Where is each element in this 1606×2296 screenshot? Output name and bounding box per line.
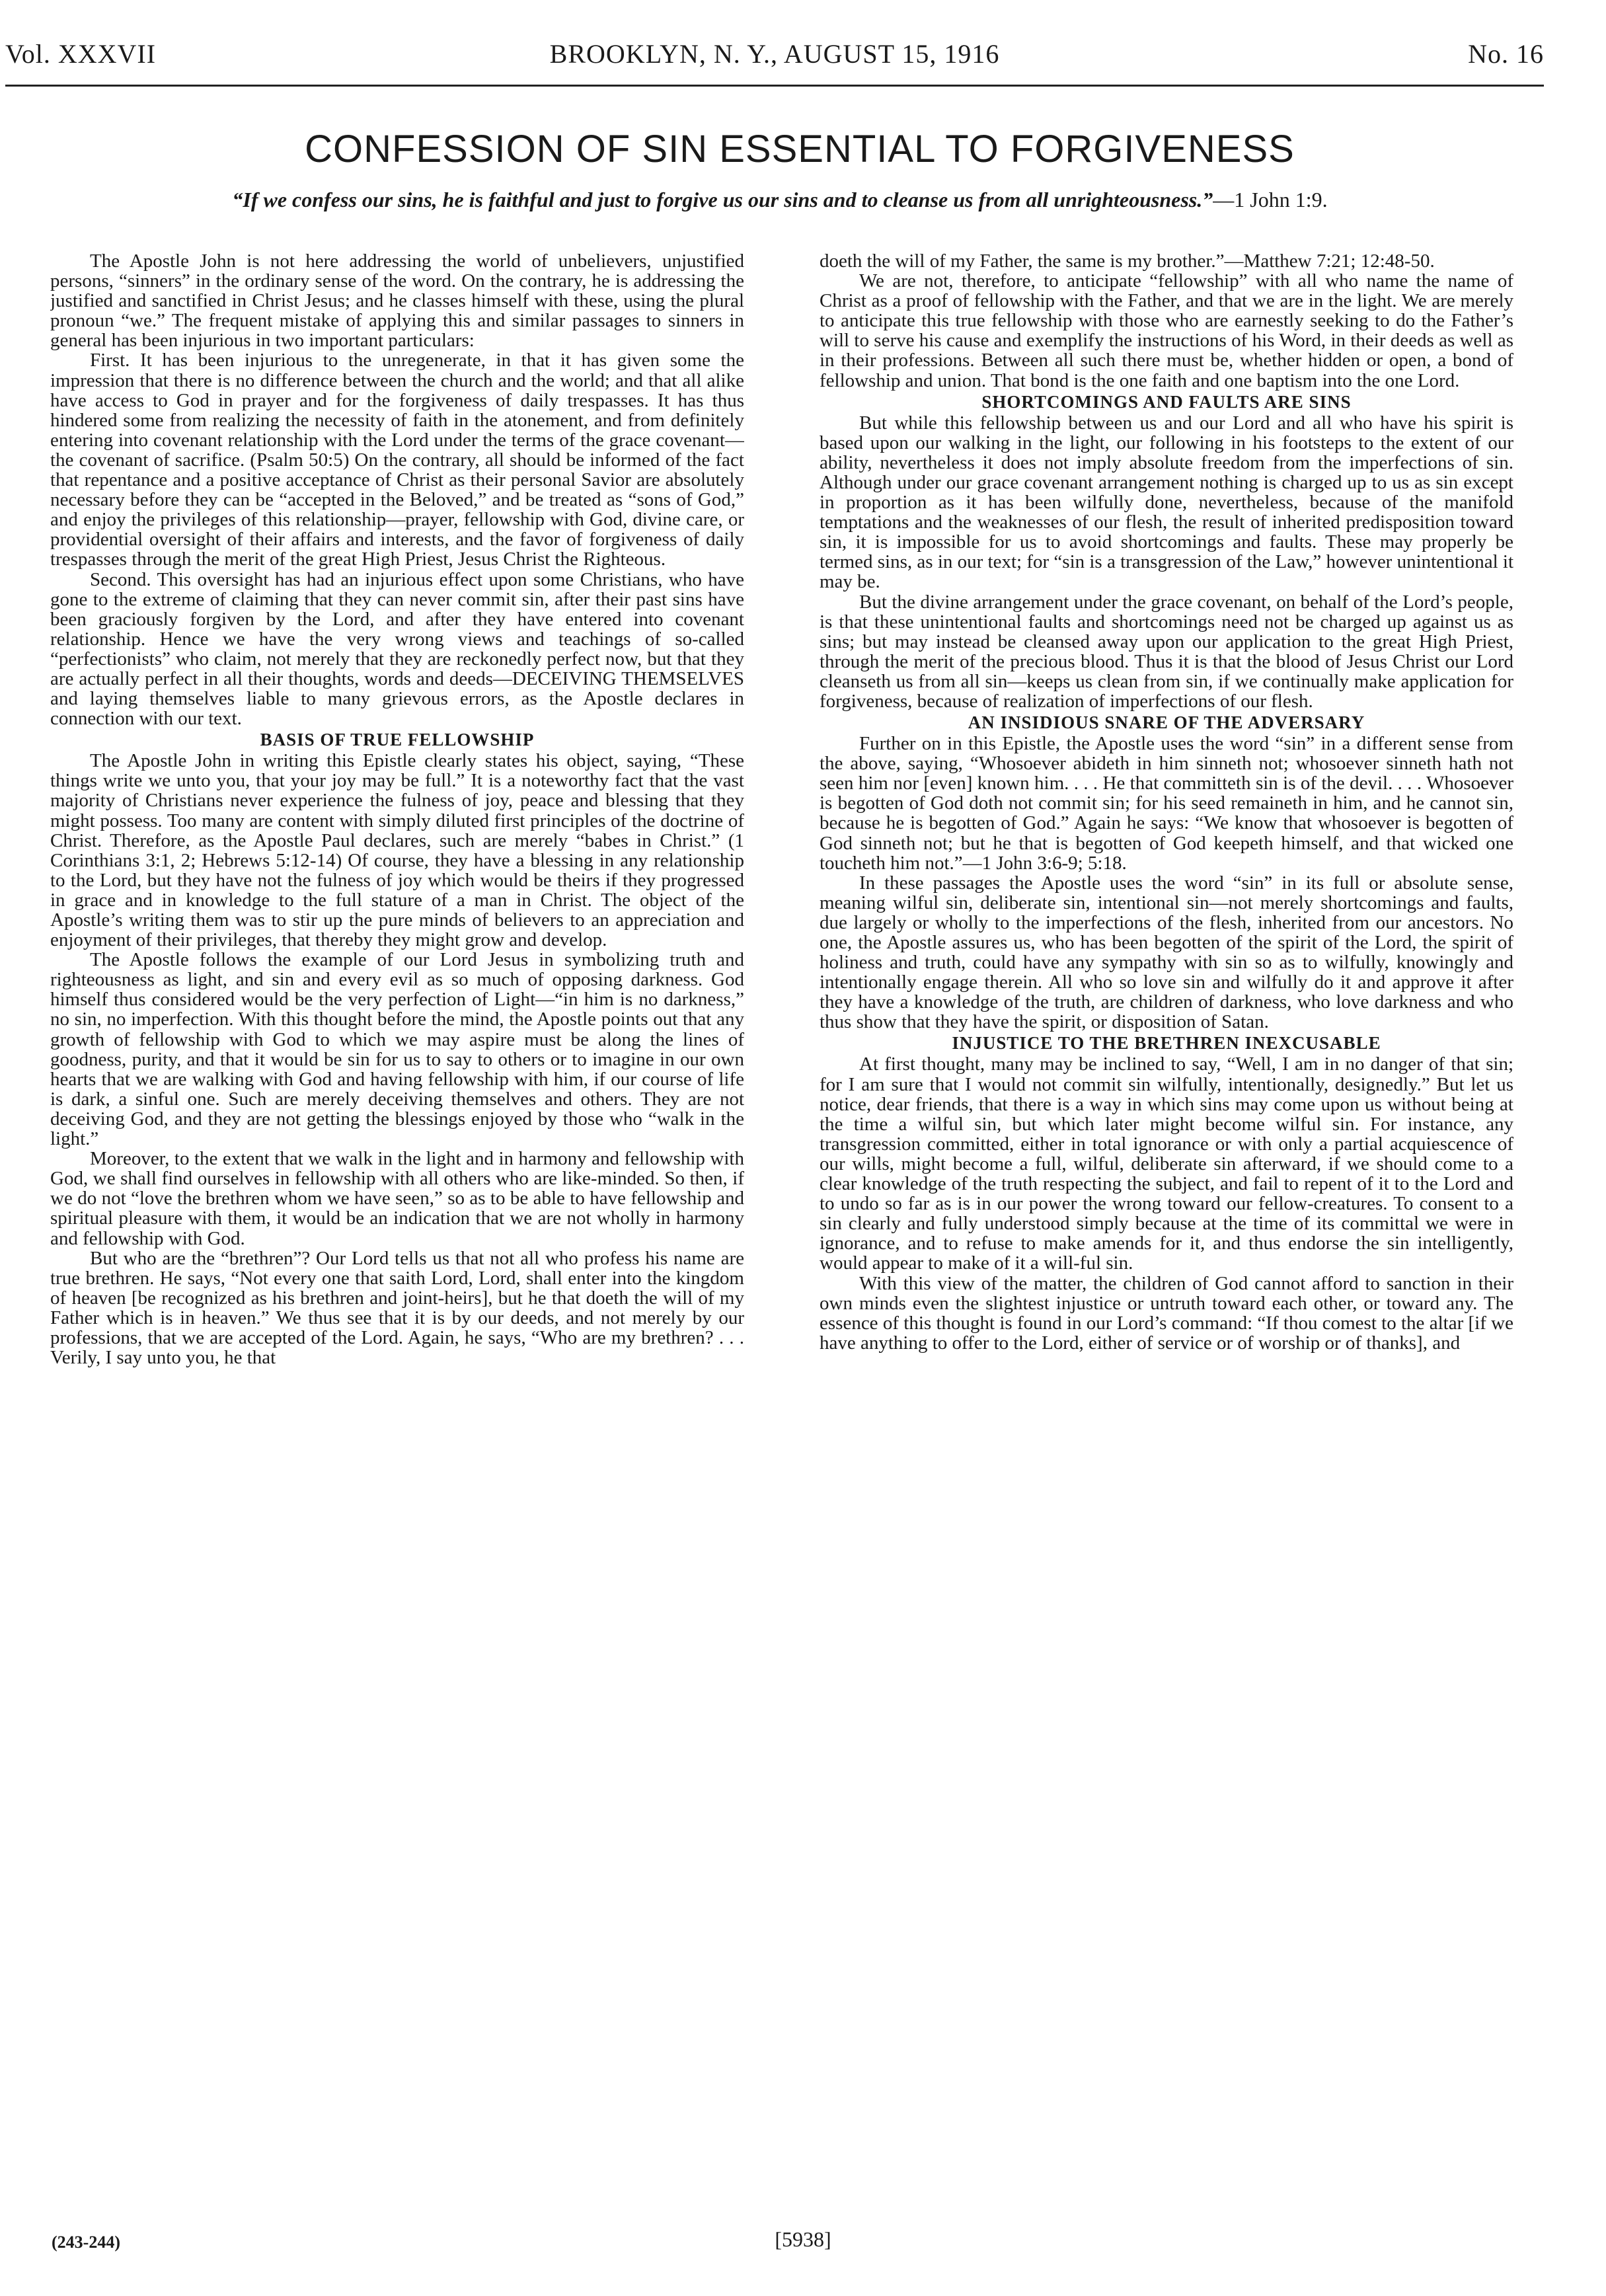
paragraph: But who are the “brethren”? Our Lord tells us that not all who profess his name are true brethren. He says, “Not every one that saith Lord, Lord, shall enter into the kingdom of heaven [be recognized as his brethren and joint-heirs], but he that doeth the will of my Father which is in heaven.” We thus see that it is by our deeds, and not merely by our professions, that we are accepted of the Lord. Again, he says, “Who are my brethren? . . . Verily, I say unto you, he that [50, 1247, 744, 1369]
paragraph: In these passages the Apostle uses the word “sin” in its full or absolute sense, meaning wilful sin, deliberate sin, intentional sin—not merely shortcomings and faults, due largely or wholly to the imperfections of the flesh, inherited from our ancestors. No one, the Apostle assures us, who has been begotten of the spirit of the Lord, the spirit of holiness and truth, could have any sympathy with sin so as to wilfully, knowingly and intentionally engage therein. All who so love sin and wilfully do it and approve it after they have a knowledge of the truth, are children of darkness, who love darkness and who thus show that they have the spirit, or disposition of Satan. [820, 872, 1513, 1033]
page-number: [5938] [775, 2227, 831, 2251]
dateline: BROOKLYN, N. Y., AUGUST 15, 1916 [549, 39, 1000, 69]
section-heading: AN INSIDIOUS SNARE OF THE ADVERSARY [968, 712, 1365, 733]
issue-number: No. 16 [1468, 39, 1544, 69]
paragraph: Moreover, to the extent that we walk in the light and in harmony and fellowship with God, we shall find ourselves in fellowship with all others who are like-minded. So then, if we do not “love the brethren whom we have seen,” so as to be able to have fellowship and spiritual pleasure with them, it would be an indication that we are not wholly in harmony and fellowship with God. [50, 1148, 744, 1249]
epigraph-quote: “If we confess our sins, he is faithful and just to forgive us our sins and to cleanse us from all unrighteousness.” [232, 188, 1213, 211]
masthead-rule [5, 85, 1544, 87]
paragraph: But the divine arrangement under the grace covenant, on behalf of the Lord’s people, is that these unintentional faults and shortcomings need not be charged up against us as sins; but may instead be cleansed away upon our application to the great High Priest, through the merit of the precious blood. Thus it is that the blood of Jesus Christ our Lord cleanseth us from all sin—keeps us clean from sin, if we continually make application for forgiveness, because of realization of imperfections of our flesh. [820, 591, 1513, 712]
paragraph: Further on in this Epistle, the Apostle uses the word “sin” in a different sense from the above, saying, “Whosoever abideth in him sinneth not; whosoever sinneth hath not seen him nor [even] known him. . . . He that committeth sin is of the devil. . . . Whosoever is begotten of God doth not commit sin; for his seed remaineth in him, and he cannot sin, because he is begotten of God.” Again he says: “We know that whosoever is begotten of God sinneth not; but he that is begotten of God keepeth himself, and that wicked one toucheth him not.”—1 John 3:6-9; 5:18. [820, 733, 1513, 874]
article-title: CONFESSION OF SIN ESSENTIAL TO FORGIVENESS [305, 128, 1295, 171]
left-column [50, 251, 744, 2207]
epigraph [172, 186, 1388, 213]
section-heading: SHORTCOMINGS AND FAULTS ARE SINS [981, 391, 1352, 412]
section-heading: INJUSTICE TO THE BRETHREN INEXCUSABLE [952, 1033, 1381, 1053]
paragraph: With this view of the matter, the children of God cannot afford to sanction in their own minds even the slightest injustice or untruth toward each other, or toward any. The essence of this thought is found in our Lord’s command: “If thou comest to the altar [if we have anything to offer to the Lord, either of service or of worship or of thanks], and [820, 1272, 1513, 1354]
paragraph: We are not, therefore, to anticipate “fellowship” with all who name the name of Christ as a proof of fellowship with the Father, and that we are in the light. We are merely to anticipate this true fellowship with those who are earnestly seeking to do the Father’s will to serve his cause and exemplify the instructions of his Word, in their deeds as well as in their professions. Between all such there must be, whether hidden or open, a bond of fellowship and union. That bond is the one faith and one baptism into the one Lord. [820, 270, 1513, 391]
paragraph: But while this fellowship between us and our Lord and all who have his spirit is based upon our walking in the light, our following in his footsteps to the extent of our ability, nevertheless it does not imply absolute freedom from the imperfections of sin. Although under our grace covenant arrangement nothing is charged up to us as sin except in proportion as it has been wilfully done, nevertheless, because of the manifold temptations and the weaknesses of our flesh, the result of inherited predisposition toward sin, it is impossible for us to avoid shortcomings and faults. These may properly be termed sins, as in our text; for “sin is a transgression of the Law,” however unintentional it may be. [820, 412, 1513, 593]
section-heading: BASIS OF TRUE FELLOWSHIP [260, 730, 535, 750]
paragraph: doeth the will of my Father, the same is my brother.”—Matthew 7:21; 12:48-50. [820, 251, 1435, 272]
epigraph-reference: —1 John 1:9. [1213, 188, 1328, 211]
paragraph: At first thought, many may be inclined to say, “Well, I am in no danger of that sin; for I am sure that I would not commit sin wilfully, intentionally, designedly.” But let us notice, dear friends, that there is a way in which sins may come upon us without being at the time a wilful sin, but which later might become wilful sin. For instance, any transgression committed, either in total ignorance or with only a partial acquiescence of our wills, might become a full, wilful, deliberate sin afterward, if we should come to a clear knowledge of the truth respecting the subject, and fail to repent of it to the Lord and to undo so far as is in our power the wrong toward our fellow-creatures. To consent to a sin clearly and fully understood simply because at the time of its committal we were in ignorance, and to refuse to make amends for it, and thus endorse the sin intelligently, would appear to make of it a will-ful sin. [820, 1053, 1513, 1274]
paragraph: Second. This oversight has had an injurious effect upon some Christians, who have gone to the extreme of claiming that they can never commit sin, after their past sins have been graciously forgiven by the Lord, and after they have entered into covenant relationship. Hence we have the very wrong views and teachings of so-called “perfectionists” who claim, not merely that they are reckonedly perfect now, but that they are actually perfect in all their thoughts, words and deeds—DECEIVING THEMSELVES and laying themselves liable to many grievous errors, as the Apostle declares in connection with our text. [50, 568, 744, 730]
masthead [5, 33, 1544, 83]
right-column [820, 251, 1513, 2207]
page-range: (243-244) [52, 2233, 120, 2252]
paragraph: The Apostle follows the example of our Lord Jesus in symbolizing truth and righteousness as light, and sin and every evil as so much of opposing darkness. God himself thus considered would be the very perfection of Light—“in him is no darkness,” no sin, no imperfection. With this thought before the mind, the Apostle points out that any growth of fellowship with God to which we may aspire must be along the lines of goodness, purity, and that it would be sin for us to say to others or to imagine in our own hearts that we are walking with God and having fellowship with him, if our course of life is dark, a sinful one. Such are merely deceiving themselves and others. They are not deceiving God, and they are not getting the blessings enjoyed by those who “walk in the light.” [50, 949, 744, 1150]
volume-label: Vol. XXXVII [5, 39, 157, 69]
paragraph: The Apostle John is not here addressing the world of unbelievers, unjustified persons, “sinners” in the ordinary sense of the word. On the contrary, he is addressing the justified and sanctified in Christ Jesus; and he classes himself with these, using the plural pronoun “we.” The frequent mistake of applying this and similar passages to sinners in general has been injurious in two important particulars: [50, 251, 744, 352]
paragraph: The Apostle John in writing this Epistle clearly states his object, saying, “These things write we unto you, that your joy may be full.” It is a noteworthy fact that the vast majority of Christians never experience the fulness of joy, peace and blessing that they might possess. Too many are content with simply diluted first principles of the doctrine of Christ. Therefore, as the Apostle Paul declares, such are merely “babes in Christ.” (1 Corinthians 3:1, 2; Hebrews 5:12-14) Of course, they have a blessing in any relationship to the Lord, but they have not the fulness of joy which would be theirs if they progressed in grace and in knowledge to the full stature of a man in Christ. The object of the Apostle’s writing them was to stir up the pure minds of believers to an appreciation and enjoyment of their privileges, that thereby they might grow and develop. [50, 750, 744, 951]
paragraph: First. It has been injurious to the unregenerate, in that it has given some the impression that there is no difference between the church and the world; and that all alike have access to God in prayer and for the forgiveness of daily trespasses. It has thus hindered some from realizing the necessity of faith in the atonement, and from definitely entering into covenant relationship with the Lord under the terms of the grace covenant—the covenant of sacrifice. (Psalm 50:5) On the contrary, all should be informed of the fact that repentance and a positive acceptance of Christ as their personal Savior are absolutely necessary before they can be “accepted in the Beloved,” and be treated as “sons of God,” and enjoy the privileges of this relationship—prayer, fellowship with God, divine care, or providential oversight of their affairs and interests, and the favor of forgiveness of daily trespasses through the merit of the great High Priest, Jesus Christ the Righteous. [50, 350, 744, 570]
